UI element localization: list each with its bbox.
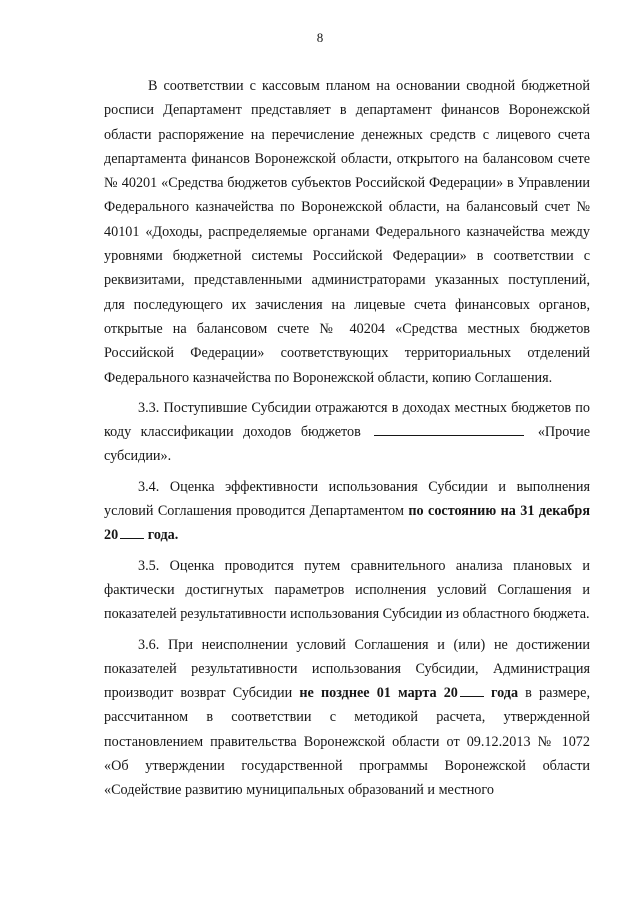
paragraph-3-6-text-cont: в размере, рассчитанном в соответствии с методикой расчета, утвержденной постановлением правительства Воронежской области от 09.12.2013 № 1072 «Об утверждении государственной программы Воронежской области «Содействие развитию муниципальных образований и местного (104, 685, 590, 799)
paragraph-3-6-text: 3.6. При неисполнении условий Соглашения и (или) не достижении показателей результативности использования Субсидии, Администрация производит возврат Субсидии (104, 636, 590, 702)
paragraph-3-6-date-end: года (491, 685, 519, 702)
year-blank (120, 524, 144, 539)
paragraph-3-3 (104, 396, 590, 469)
paragraph-3-4-date: по состоянию на 31 декабря 20 (104, 503, 590, 544)
paragraph-3-4 (104, 475, 590, 548)
paragraph-3-4-text: 3.4. Оценка эффективности использования Субсидии и выполнения условий Соглашения проводится Департаментом (104, 478, 590, 520)
paragraph-cash-plan: В соответствии с кассовым планом на основании сводной бюджетной росписи Департамент представляет в департамент финансов Воронежской области распоряжение на перечисление денежных средств с лицевого счета департамента финансов Воронежской области, открытого на балансовом счете № 40201 «Средства бюджетов субъектов Российской Федерации» в Управлении Федерального казначейства по Воронежской области, на балансовый счет № 40101 «Доходы, распределяемые органами Федерального казначейства между уровнями бюджетной системы Российской Федерации» в соответствии с реквизитами, представленными администраторами указанных поступлений, для последующего их зачисления на лицевые счета финансовых органов, открытые на балансовом счете № 40204 «Средства местных бюджетов Российской Федерации» соответствующих территориальных отделений Федерального казначейства по Воронежской области, копию Соглашения. (104, 78, 590, 386)
paragraph-3-3-end: «Прочие субсидии». (104, 424, 591, 465)
document-body (104, 74, 590, 803)
return-year-blank (460, 682, 484, 697)
paragraph-3-5: 3.5. Оценка проводится путем сравнительного анализа плановых и фактически достигнутых параметров исполнения условий Соглашения и показателей результативности использования Субсидии из областного бюджета. (104, 557, 590, 623)
paragraph-3-6 (104, 633, 590, 803)
page-number: 8 (316, 30, 324, 45)
classification-code-blank (374, 421, 524, 436)
paragraph-3-6-date: не позднее 01 марта 20 (299, 685, 458, 702)
paragraph-3-3-text: 3.3. Поступившие Субсидии отражаются в доходах местных бюджетов по коду классификации доходов бюджетов (104, 399, 590, 441)
paragraph-3-4-date-end: года. (147, 527, 179, 544)
